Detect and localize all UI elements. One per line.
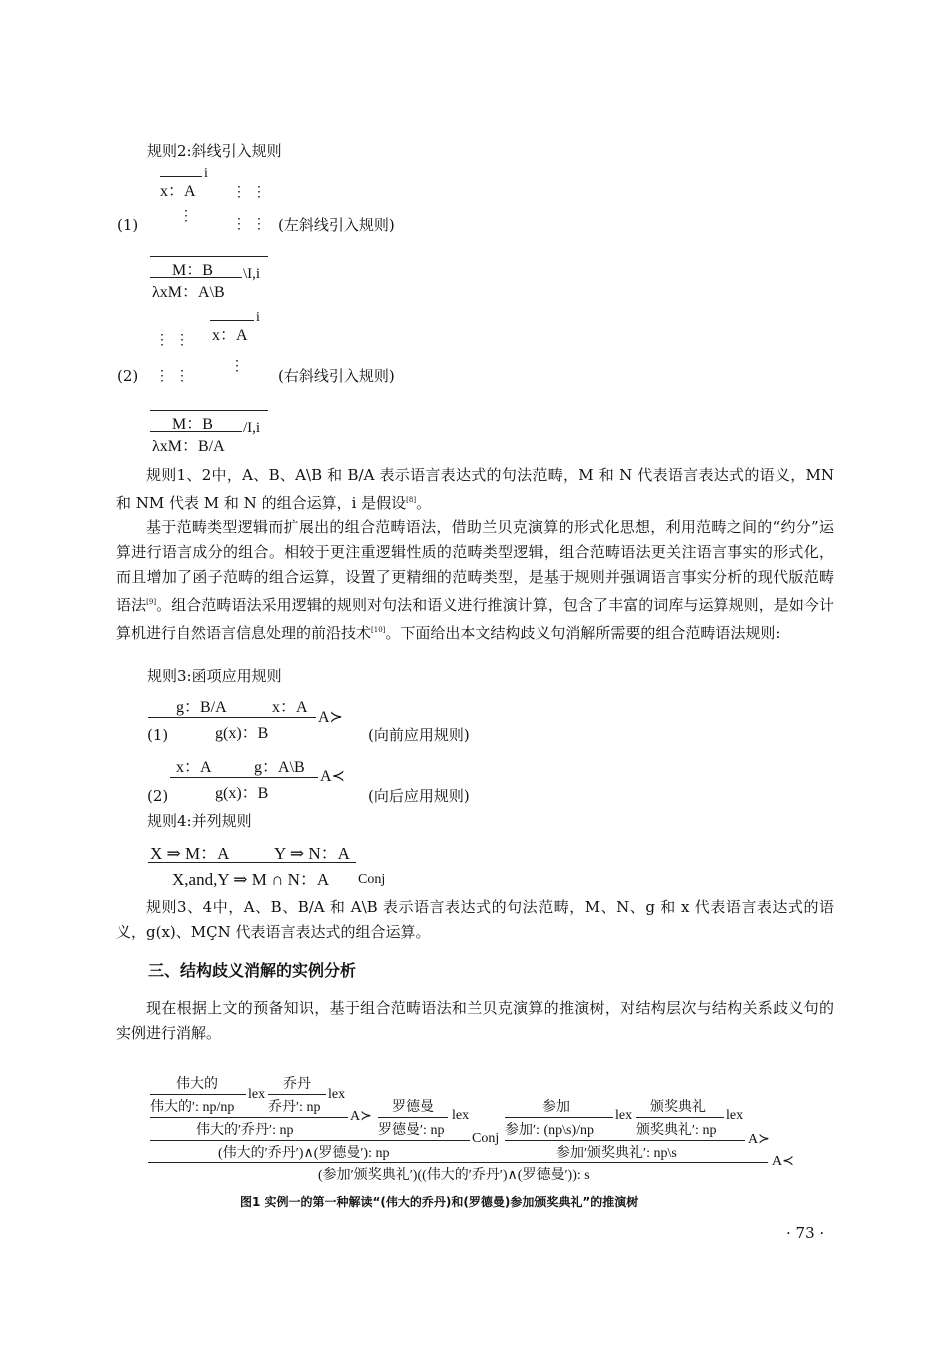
rule2-title: 规则2:斜线引入规则 (147, 142, 282, 160)
category-qiaodan: 乔丹′: np (268, 1100, 321, 1115)
lex-label: lex (615, 1108, 633, 1123)
paragraph-ccg-intro: 基于范畴类型逻辑而扩展出的组合范畴语法，借助兰贝克演算的形式化思想，利用范畴之间的“约分”运算进行语言成分的组合。相较于更注重逻辑性质的范畴类型逻辑，组合范畴语法更关注语言事实的形式化，而且增加了函子范畴的组合运算，设置了更精细的范畴类型，是基于规则并强调语言事实分析的现代版范畴语法[9]。组合范畴语法采用逻辑的规则对句法和语义进行推演计算，包含了丰富的词库与运算规则，是如今计算机进行自然语言信息处理的前沿技术[10]。下面给出本文结构歧义句消解所需要的组合范畴语法规则: (116, 518, 834, 642)
ellipsis: ⋮ (230, 358, 244, 374)
word-qiaodan: 乔丹 (283, 1077, 311, 1092)
forward-application-label: A≻ (350, 1109, 372, 1124)
premise-function: g：A\B (254, 759, 305, 776)
premise: M：B (172, 416, 213, 433)
vp-canjia-banjiangdianli: 参加′颁奖典礼′: np\s (556, 1146, 677, 1161)
figure-caption: 图1 实例一的第一种解读“(伟大的乔丹)和(罗德曼)参加颁奖典礼”的推演树 (240, 1195, 639, 1209)
rule-label: Conj (358, 872, 386, 887)
rule-note: (右斜线引入规则) (278, 367, 395, 385)
rule-number: (2) (117, 367, 139, 385)
hypothesis-label: i (256, 310, 260, 325)
backward-application-label: A≺ (772, 1154, 794, 1169)
rule-label: /I,i (243, 420, 261, 436)
word-banjiangdianli: 颁奖典礼 (650, 1100, 706, 1115)
conclusion: g(x)：B (215, 725, 269, 742)
category-weida: 伟大的′: np/np (150, 1100, 235, 1115)
np-weida-qiaodan: 伟大的′乔丹′: np (196, 1123, 294, 1138)
rule3-title: 规则3:函项应用规则 (147, 667, 282, 685)
premise: X ⇒ M：A (150, 844, 230, 863)
hypothesis-label: i (204, 166, 208, 181)
rule-label: \I,i (243, 266, 261, 282)
ellipsis: ⋮⋮ (232, 184, 272, 200)
conclusion: λxM：A\B (152, 284, 225, 301)
rule-number: (1) (147, 726, 169, 744)
np-coordination: (伟大的′乔丹′)∧(罗德曼′): np (218, 1146, 390, 1161)
forward-application-label: A≻ (748, 1132, 770, 1147)
paragraph-section-intro: 现在根据上文的预备知识，基于组合范畴语法和兰贝克演算的推演树，对结构层次与结构关系歧义句的实例进行消解。 (116, 999, 834, 1042)
rule-label: A≻ (318, 709, 343, 726)
paragraph-rules-1-2: 规则1、2中，A、B、A\B 和 B/A 表示语言表达式的句法范畴，M 和 N 代表语言表达式的语义，MN 和 NM 代表 M 和 N 的组合运算，i 是假设[8]。 (116, 466, 834, 512)
premise-function: g：B/A (176, 699, 227, 716)
rule4-title: 规则4:并列规则 (147, 812, 252, 830)
section-heading: 三、结构歧义消解的实例分析 (148, 961, 357, 980)
page-number: · 73 · (786, 1224, 825, 1242)
rule-note: (向前应用规则) (368, 726, 470, 744)
premise-argument: x：A (272, 699, 308, 716)
category-luodeman: 罗德曼′: np (378, 1123, 445, 1138)
lex-label: lex (248, 1087, 266, 1102)
word-canjia: 参加 (542, 1100, 570, 1115)
conjunction-label: Conj (472, 1131, 500, 1146)
premise: M：B (172, 262, 213, 279)
rule-note: (左斜线引入规则) (278, 216, 395, 234)
ellipsis: ⋮ (179, 208, 193, 224)
hypothesis: x：A (212, 327, 248, 344)
word-weida: 伟大的 (176, 1077, 218, 1092)
ellipsis: ⋮⋮ (232, 216, 272, 232)
rule-label: A≺ (320, 768, 345, 785)
category-canjia: 参加′: (np\s)/np (505, 1123, 595, 1138)
rule-note: (向后应用规则) (368, 787, 470, 805)
rule-number: (2) (147, 787, 169, 805)
lex-label: lex (452, 1108, 470, 1123)
premise: Y ⇒ N：A (274, 844, 350, 863)
ellipsis: ⋮⋮ (155, 332, 195, 348)
conclusion: X,and,Y ⇒ M ∩ N：A (172, 870, 330, 889)
ellipsis: ⋮⋮ (155, 368, 195, 384)
lex-label: lex (726, 1108, 744, 1123)
lex-label: lex (328, 1087, 346, 1102)
conclusion: g(x)：B (215, 785, 269, 802)
category-banjiangdianli: 颁奖典礼′: np (636, 1123, 717, 1138)
rule-number: (1) (117, 216, 139, 234)
hypothesis: x：A (160, 183, 196, 200)
word-luodeman: 罗德曼 (392, 1100, 434, 1115)
conclusion: λxM：B/A (152, 438, 225, 455)
premise-argument: x：A (176, 759, 212, 776)
paragraph-rules-3-4: 规则3、4中，A、B、B/A 和 A\B 表示语言表达式的句法范畴，M、N、g 和 x 代表语言表达式的语义，g(x)、MÇN 代表语言表达式的组合运算。 (116, 898, 834, 941)
sentence-result: (参加′颁奖典礼′)((伟大的′乔丹′)∧(罗德曼′)): s (318, 1168, 590, 1183)
